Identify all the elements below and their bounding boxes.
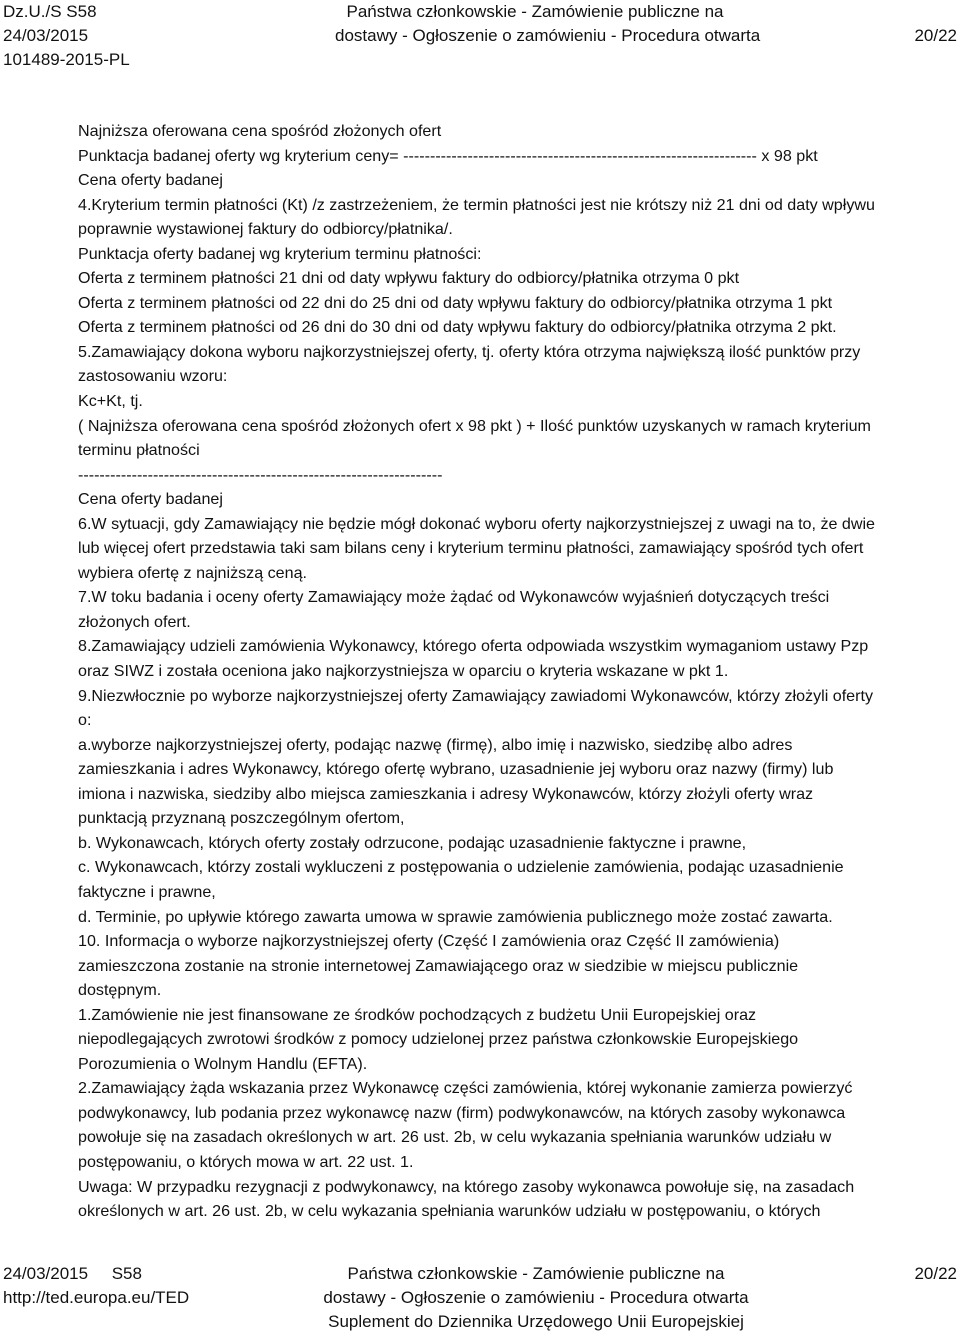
header-left [3, 0, 130, 72]
body-text-line: 5.Zamawiający dokona wyboru najkorzystniejszej oferty, tj. oferty która otrzyma największą ilość punktów przy [78, 342, 861, 361]
body-text-line: 9.Niezwłocznie po wyborze najkorzystniejszej oferty Zamawiający zawiadomi Wykonawców, którzy złożyli oferty [78, 686, 873, 705]
page-footer [0, 1262, 960, 1334]
footer-title-line-2: dostawy - Ogłoszenie o zamówieniu - Procedura otwarta [323, 1288, 749, 1307]
footer-page-number: 20/22 [914, 1264, 957, 1283]
body-text-line: postępowaniu, o których mowa w art. 22 ust. 1. [78, 1152, 414, 1171]
body-text-line: 7.W toku badania i oceny oferty Zamawiający może żądać od Wykonawców wyjaśnień dotyczących treści [78, 588, 830, 607]
body-text-line: dostępnym. [78, 981, 162, 1000]
body-text-line: zamieszczona zostanie na stronie internetowej Zamawiającego oraz w siedzibie w miejscu publicznie [78, 956, 799, 975]
footer-left [3, 1262, 189, 1310]
body-text-line: 2.Zamawiający żąda wskazania przez Wykonawcę części zamówienia, której wykonanie zamierza powierzyć [78, 1079, 853, 1098]
footer-supplement: Suplement do Dziennika Urzędowego Unii Europejskiej [328, 1312, 744, 1331]
body-text-line: 1.Zamówienie nie jest finansowane ze środków pochodzących z budżetu Unii Europejskiej oraz [78, 1005, 757, 1024]
body-text-line: b. Wykonawcach, których oferty zostały odrzucone, podając uzasadnienie faktyczne i prawne, [78, 833, 747, 852]
body-text-line: podwykonawcy, lub podania przez wykonawcę nazw (firm) podwykonawców, na których zasoby wykonawca [78, 1103, 846, 1122]
page-header [0, 0, 960, 72]
body-text-line: Oferta z terminem płatności 21 dni od daty wpływu faktury do odbiorcy/płatnika otrzyma 0 pkt [78, 269, 740, 288]
body-text-line: zamieszkania i adres Wykonawcy, którego ofertę wybrano, uzasadnienie jej wyboru oraz nazwy (firmy) lub [78, 760, 834, 779]
body-text-line: 8.Zamawiający udzieli zamówienia Wykonawcy, którego oferta odpowiada wszystkim wymaganiom ustawy Pzp [78, 637, 869, 656]
body-text-line: o: [78, 711, 92, 730]
page-number: 20/22 [914, 26, 957, 45]
body-text-line: określonych w art. 26 ust. 2b, w celu wykazania spełniania warunków udziału w postępowaniu, o których [78, 1202, 821, 1221]
notice-number: 101489-2015-PL [3, 50, 130, 69]
body-text-line: wybiera ofertę z najniższą ceną. [78, 563, 308, 582]
header-center [335, 0, 761, 48]
body-text-line: d. Terminie, po upływie którego zawarta umowa w sprawie zamówienia publicznego może zostać zawarta. [78, 907, 833, 926]
body-text-line: Najniższa oferowana cena spośród złożonych ofert [78, 122, 442, 140]
footer-right [914, 1262, 957, 1286]
body-text-line: 10. Informacja o wyborze najkorzystniejszej oferty (Część I zamówienia oraz Część II zamówienia) [78, 932, 780, 951]
body-text-line: Kc+Kt, tj. [78, 392, 143, 411]
body-text-line: złożonych ofert. [78, 612, 191, 631]
header-title-line-1: Państwa członkowskie - Zamówienie publiczne na [346, 2, 724, 21]
document-body [78, 119, 958, 1224]
body-text-line: Porozumienia o Wolnym Handlu (EFTA). [78, 1054, 368, 1073]
body-text-line: Punktacja oferty badanej wg kryterium terminu płatności: [78, 244, 482, 263]
body-text-line: Oferta z terminem płatności od 22 dni do 25 dni od daty wpływu faktury do odbiorcy/płatnika otrzyma 1 pkt [78, 293, 833, 312]
body-text-line: faktyczne i prawne, [78, 882, 216, 901]
footer-center [280, 1262, 792, 1334]
body-text-line: Cena oferty badanej [78, 490, 223, 509]
body-text-line: Cena oferty badanej [78, 171, 223, 190]
body-text-line: 4.Kryterium termin płatności (Kt) /z zastrzeżeniem, że termin płatności jest nie krótszy niż 21 dni od daty wpływu [78, 195, 875, 214]
body-text-line: punktacją przyznaną poszczególnym ofertom, [78, 809, 405, 828]
publication-date: 24/03/2015 [3, 26, 89, 45]
body-text-line: terminu płatności [78, 441, 200, 460]
body-text-line: 6.W sytuacji, gdy Zamawiający nie będzie mógł dokonać wyboru oferty najkorzystniejszej z uwagi na to, że dwie [78, 514, 876, 533]
header-right [914, 0, 957, 48]
footer-date-section: 24/03/2015 S58 [3, 1264, 142, 1283]
body-text-line: ( Najniższa oferowana cena spośród złożonych ofert x 98 pkt ) + Ilość punktów uzyskanych w ramach kryterium [78, 416, 871, 435]
body-text-line: powołuje się na zasadach określonych w art. 26 ust. 2b, w celu wykazania spełniania warunków udziału w [78, 1128, 832, 1147]
body-text-line: niepodlegających zwrotowi środków z pomocy udzielonej przez państwa członkowskie Europejskiego [78, 1030, 799, 1049]
footer-title-line-1: Państwa członkowskie - Zamówienie publiczne na [347, 1264, 725, 1283]
body-text-line: Uwaga: W przypadku rezygnacji z podwykonawcy, na którego zasoby wykonawca powołuje się, na zasadach [78, 1177, 855, 1196]
journal-ref: Dz.U./S S58 [3, 2, 97, 21]
body-text-line: -------------------------------------------------------------------- [78, 465, 443, 484]
body-text-line: zastosowaniu wzoru: [78, 367, 228, 386]
body-text-line: oraz SIWZ i została oceniona jako najkorzystniejsza w oparciu o kryteria wskazane w pkt 1. [78, 662, 729, 681]
body-text-line: imiona i nazwiska, siedziby albo miejsca zamieszkania i adresy Wykonawców, którzy złożyli oferty wraz [78, 784, 814, 803]
body-text-line: c. Wykonawcach, którzy zostali wykluczeni z postępowania o udzielenie zamówienia, podając uzasadnienie [78, 858, 844, 877]
body-text-line: lub więcej ofert przedstawia taki sam bilans ceny i kryterium terminu płatności, zamawiający spośród tych ofert [78, 539, 864, 558]
footer-url: http://ted.europa.eu/TED [3, 1288, 190, 1307]
header-title-line-2: dostawy - Ogłoszenie o zamówieniu - Procedura otwarta [335, 26, 761, 45]
body-text-line: Punktacja badanej oferty wg kryterium ceny= ------------------------------------------------------------------ x 98 pkt [78, 146, 818, 165]
body-text-line: Oferta z terminem płatności od 26 dni do 30 dni od daty wpływu faktury do odbiorcy/płatnika otrzyma 2 pkt. [78, 318, 837, 337]
body-text-line: a.wyborze najkorzystniejszej oferty, podając nazwę (firmę), albo imię i nazwisko, siedzibę albo adres [78, 735, 793, 754]
body-text-line: poprawnie wystawionej faktury do odbiorcy/płatnika/. [78, 220, 453, 239]
